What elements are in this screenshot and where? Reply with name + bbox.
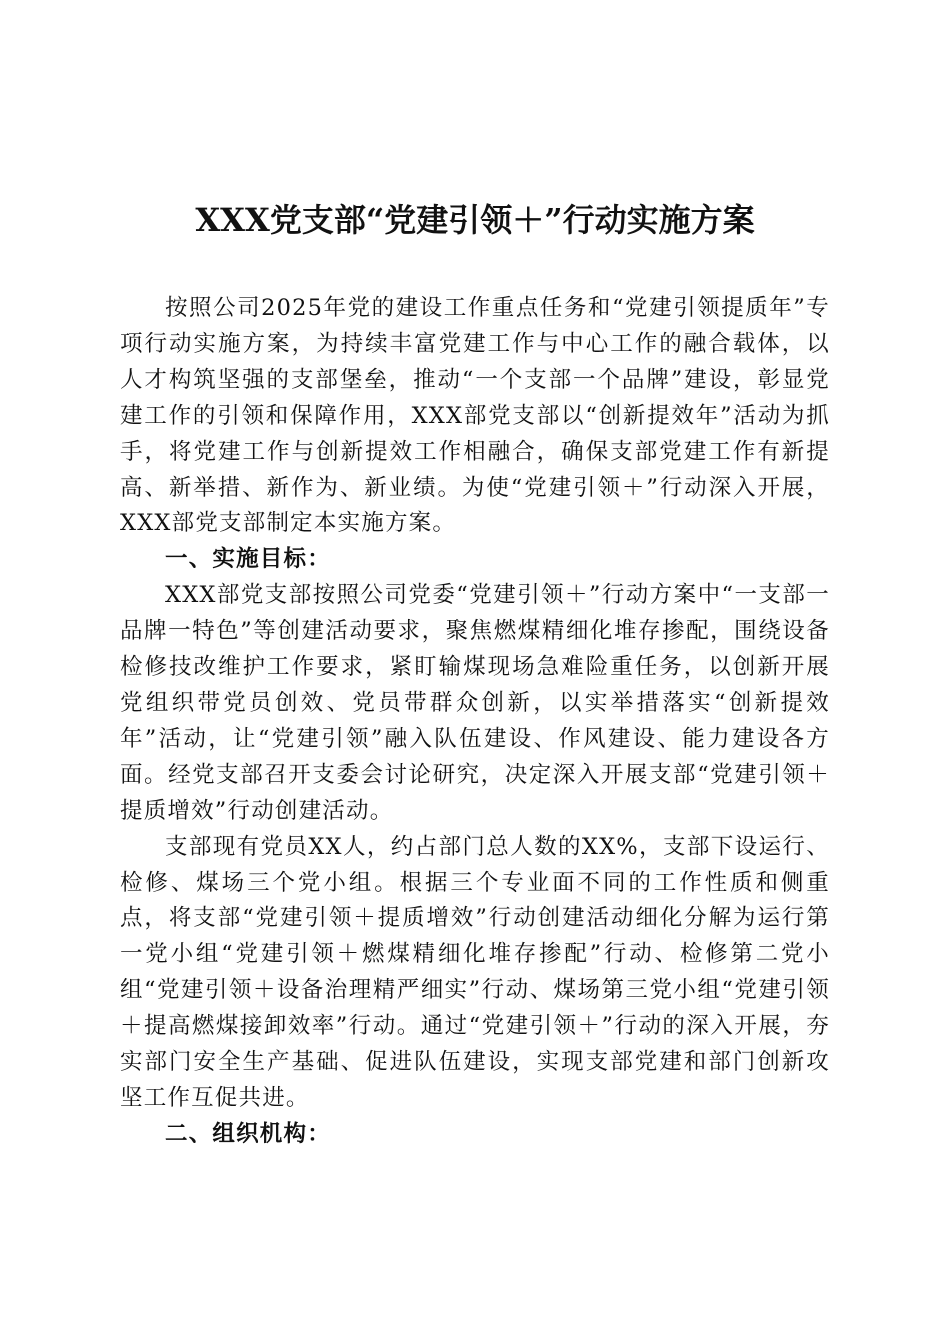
goals-paragraph: XXX部党支部按照公司党委“党建引领＋”行动方案中“一支部一品牌一特色”等创建活动要求，聚焦燃煤精细化堆存掺配，围绕设备检修技改维护工作要求，紧盯输煤现场急难险重任务，以创新开展党组织带党员创效、党员带群众创新，以实举措落实“创新提效年”活动，让“党建引领”融入队伍建设、作风建设、能力建设各方面。经党支部召开支委会讨论研究，决定深入开展支部“党建引领＋提质增效”行动创建活动。 xyxy=(120,582,830,824)
intro-paragraph: 按照公司2025年党的建设工作重点任务和“党建引领提质年”专项行动实施方案，为持续丰富党建工作与中心工作的融合载体，以人才构筑坚强的支部堡垒，推动“一个支部一个品牌”建设，彰显党建工作的引领和保障作用，XXX部党支部以“创新提效年”活动为抓手，将党建工作与创新提效工作相融合，确保支部党建工作有新提高、新举措、新作为、新业绩。为使“党建引领＋”行动深入开展，XXX部党支部制定本实施方案。 xyxy=(120,295,830,537)
section-heading-goals: 一、实施目标： xyxy=(165,546,331,573)
section-heading-organization: 二、组织机构： xyxy=(165,1120,331,1147)
members-paragraph: 支部现有党员XX人，约占部门总人数的XX%，支部下设运行、检修、煤场三个党小组。根据三个专业面不同的工作性质和侧重点，将支部“党建引领＋提质增效”行动创建活动细化分解为运行第一党小组“党建引领＋燃煤精细化堆存掺配”行动、检修第二党小组“党建引领＋设备治理精严细实”行动、煤场第三党小组“党建引领＋提高燃煤接卸效率”行动。通过“党建引领＋”行动的深入开展，夯实部门安全生产基础、促进队伍建设，实现支部党建和部门创新攻坚工作互促共进。 xyxy=(120,833,830,1111)
document-body xyxy=(120,291,830,1153)
page-title: XXX党支部“党建引领＋”行动实施方案 xyxy=(195,201,755,239)
